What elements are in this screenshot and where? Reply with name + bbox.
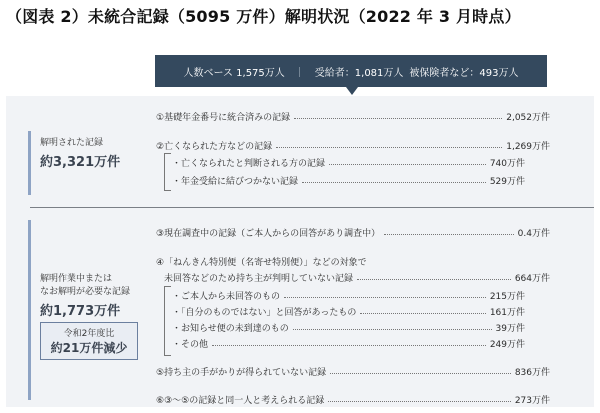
list-item: 未回答などのため持ち主が判明していない記録 664万件 bbox=[164, 274, 550, 284]
list-item: ②亡くなられた方などの記録 1,269万件 bbox=[156, 142, 550, 152]
section-divider bbox=[30, 207, 594, 208]
banner-recipients: 受給者：1,081万人 bbox=[314, 67, 404, 79]
list-item: ③現在調査中の記録（ご本人からの回答があり調査中） 0.4万件 bbox=[156, 229, 550, 239]
list-item: ・年金受給に結びつかない記録 529万件 bbox=[172, 177, 525, 187]
section1-accent-bar bbox=[28, 131, 31, 195]
list-item: ・その他 249万件 bbox=[172, 340, 525, 350]
summary-banner bbox=[155, 55, 547, 87]
banner-insured: 被保険者など：493万人 bbox=[409, 67, 519, 79]
badge-value: 約21万件減少 bbox=[50, 341, 128, 355]
change-badge bbox=[40, 322, 138, 360]
section2-accent-bar bbox=[28, 220, 31, 400]
badge-caption: 令和2年度比 bbox=[63, 329, 115, 339]
banner-persons: 人数ベース 1,575万人 bbox=[183, 67, 285, 79]
section1-bracket bbox=[164, 153, 171, 191]
list-item: ・お知らせ便の未到達のもの 39万件 bbox=[172, 324, 525, 334]
page-title: （図表 2）未統合記録（5095 万件）解明状況（2022 年 3 月時点） bbox=[6, 7, 521, 26]
list-item: ⑥③〜⑤の記録と同一人と考えられる記録 273万件 bbox=[156, 396, 550, 406]
section2-bracket bbox=[164, 286, 171, 356]
list-item: ・亡くなられたと判断される方の記録 740万件 bbox=[172, 159, 525, 169]
list-item: ・「自分のものではない」と回答があったもの 161万件 bbox=[172, 308, 525, 318]
banner-pointer bbox=[346, 87, 358, 95]
list-item: ・ご本人から未回答のもの 215万件 bbox=[172, 292, 525, 302]
section2-label-line1: 解明作業中または bbox=[40, 274, 113, 284]
section1-total: 約3,321万件 bbox=[40, 155, 121, 170]
section2-total: 約1,773万件 bbox=[40, 304, 121, 319]
list-item: ④「ねんきん特別便（名寄せ特別便）」などの対象で bbox=[156, 258, 367, 268]
list-item: ①基礎年金番号に統合済みの記録 2,052万件 bbox=[156, 113, 550, 123]
list-item: ⑤持ち主の手がかりが得られていない記録 836万件 bbox=[156, 368, 550, 378]
banner-separator: ｜ bbox=[294, 67, 305, 79]
section2-label-line2: なお解明が必要な記録 bbox=[40, 287, 131, 297]
section1-label: 解明された記録 bbox=[40, 138, 104, 148]
